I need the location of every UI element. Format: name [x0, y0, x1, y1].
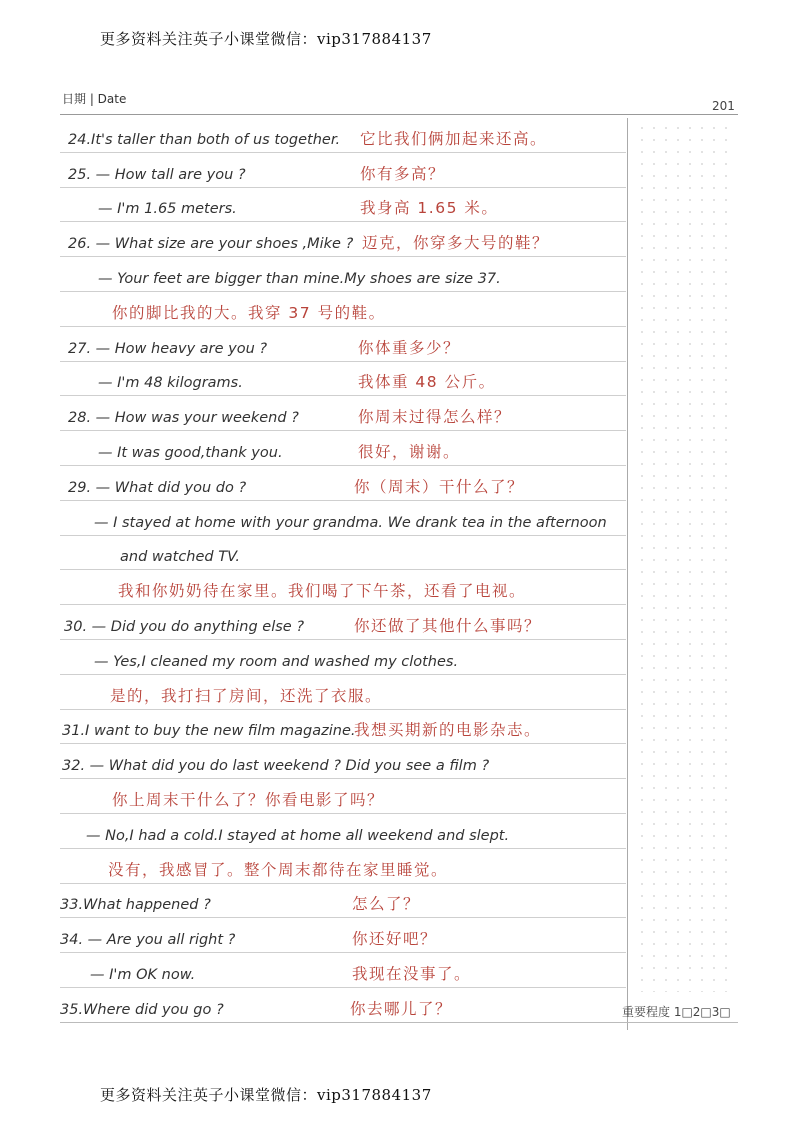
english-text: 34. — Are you all right ?	[60, 932, 236, 949]
line-26-translation	[60, 292, 626, 327]
line-29-answer	[60, 501, 626, 536]
line-34-answer	[60, 953, 626, 988]
english-text: 29. — What did you do ?	[68, 479, 247, 496]
page-number: 201	[712, 99, 735, 113]
notebook-lines	[60, 118, 626, 1023]
chinese-translation: 是的，我打扫了房间，还洗了衣服。	[110, 686, 383, 705]
line-32	[60, 744, 626, 779]
line-27-answer	[60, 362, 626, 397]
line-25-answer	[60, 188, 626, 223]
line-30-translation	[60, 675, 626, 710]
line-32-answer	[60, 814, 626, 849]
chinese-translation: 我和你奶奶待在家里。我们喝了下午茶，还看了电视。	[118, 582, 527, 601]
english-text: — No,I had a cold.I stayed at home all weekend and slept.	[86, 827, 510, 844]
english-text: 25. — How tall are you ?	[68, 166, 246, 183]
chinese-translation: 你还好吧？	[352, 930, 438, 949]
line-24	[60, 118, 626, 153]
chinese-translation: 你去哪儿了？	[350, 999, 453, 1018]
date-label: 日期 | Date	[62, 92, 127, 106]
english-text: — I'm 1.65 meters.	[98, 201, 237, 218]
english-text: — Yes,I cleaned my room and washed my clothes.	[94, 653, 459, 670]
line-26	[60, 222, 626, 257]
english-text: and watched TV.	[120, 549, 240, 566]
english-text: 35.Where did you go ?	[60, 1001, 224, 1018]
chinese-translation: 你（周末）干什么了？	[354, 477, 525, 496]
chinese-translation: 我身高 1.65 米。	[360, 199, 499, 218]
line-30-answer	[60, 640, 626, 675]
top-banner: 更多资料关注英子小课堂微信：vip317884137	[100, 30, 432, 48]
chinese-translation: 你体重多少？	[358, 338, 461, 357]
english-text: 28. — How was your weekend ?	[68, 410, 299, 427]
chinese-translation: 你有多高？	[360, 164, 446, 183]
line-27	[60, 327, 626, 362]
chinese-translation: 它比我们俩加起来还高。	[360, 129, 548, 148]
chinese-translation: 你周末过得怎么样？	[358, 408, 512, 427]
line-32-translation	[60, 779, 626, 814]
english-text: — I'm 48 kilograms.	[98, 375, 243, 392]
line-29-answer-cont	[60, 536, 626, 571]
margin-rule	[627, 118, 628, 1030]
english-text: — I stayed at home with your grandma. We drank tea in the afternoon	[94, 514, 607, 531]
english-text: — It was good,thank you.	[98, 444, 283, 461]
chinese-translation: 我体重 48 公斤。	[358, 373, 496, 392]
line-28-answer	[60, 431, 626, 466]
english-text: 30. — Did you do anything else ?	[64, 618, 305, 635]
chinese-translation: 我现在没事了。	[352, 964, 472, 983]
english-text: 27. — How heavy are you ?	[68, 340, 268, 357]
line-30	[60, 605, 626, 640]
chinese-translation: 怎么了？	[352, 895, 421, 914]
line-35	[60, 988, 626, 1023]
chinese-translation: 你的脚比我的大。我穿 37 号的鞋。	[112, 303, 386, 322]
english-text: 32. — What did you do last weekend ? Did you see a film ?	[62, 758, 490, 775]
line-25	[60, 153, 626, 188]
english-text: — Your feet are bigger than mine.My shoes are size 37.	[98, 270, 501, 287]
english-text: 33.What happened ?	[60, 897, 211, 914]
line-28	[60, 396, 626, 431]
line-26-answer	[60, 257, 626, 292]
chinese-translation: 迈克，你穿多大号的鞋？	[362, 234, 550, 253]
dot-grid-area	[636, 122, 732, 992]
bottom-rule	[60, 1022, 738, 1023]
chinese-translation: 你上周末干什么了？你看电影了吗？	[112, 790, 385, 809]
line-32-answer-translation	[60, 849, 626, 884]
chinese-translation: 我想买期新的电影杂志。	[354, 721, 542, 740]
chinese-translation: 你还做了其他什么事吗？	[354, 616, 542, 635]
english-text: — I'm OK now.	[90, 966, 196, 983]
chinese-translation: 很好，谢谢。	[358, 442, 461, 461]
line-29-translation	[60, 570, 626, 605]
line-34	[60, 918, 626, 953]
line-31	[60, 710, 626, 745]
importance-rating: 重要程度 1□2□3□	[622, 1005, 731, 1019]
english-text: 26. — What size are your shoes ,Mike ?	[68, 236, 354, 253]
line-33	[60, 884, 626, 919]
chinese-translation: 没有，我感冒了。整个周末都待在家里睡觉。	[108, 860, 449, 879]
header-rule	[60, 114, 738, 115]
english-text: 31.I want to buy the new film magazine.	[62, 723, 356, 740]
bottom-banner: 更多资料关注英子小课堂微信：vip317884137	[100, 1086, 432, 1104]
line-29	[60, 466, 626, 501]
english-text: 24.It's taller than both of us together.	[68, 131, 341, 148]
